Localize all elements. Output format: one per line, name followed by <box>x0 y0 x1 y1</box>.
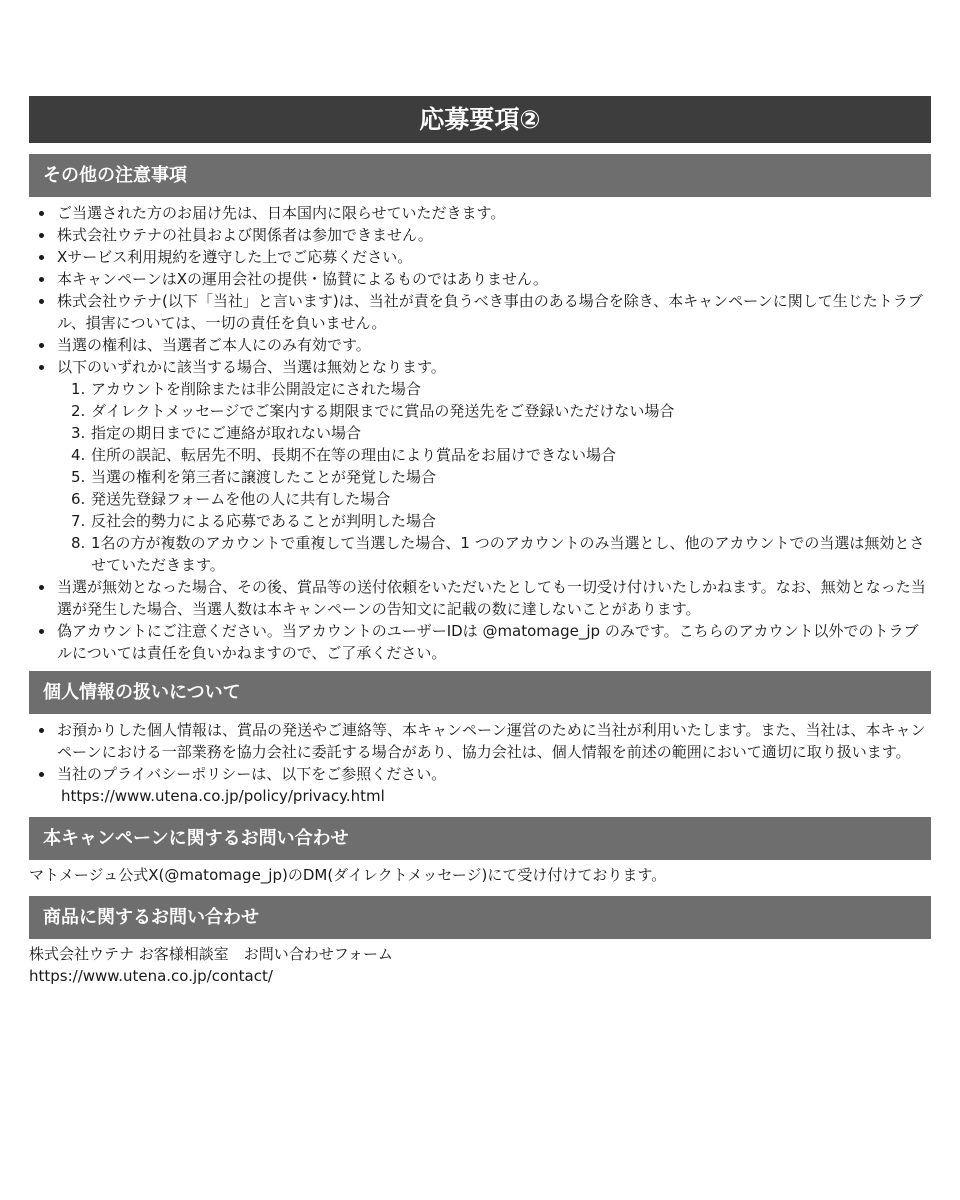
item-number: 1. <box>71 380 86 398</box>
page-title: 応募要項② <box>29 96 931 143</box>
list-item: 当選が無効となった場合、その後、賞品等の送付依頼をいただいたとしても一切受け付けいたしかねます。なお、無効となった当選が発生した場合、当選人数は本キャンペーンの告知文に記載の数に達しないことがあります。 <box>29 576 931 620</box>
notes-list <box>29 202 931 664</box>
list-item: 株式会社ウテナ(以下「当社」と言います)は、当社が責を負うべき事由のある場合を除き、本キャンペーンに関して生じたトラブル、損害については、一切の責任を負いません。 <box>29 290 931 334</box>
list-item-text: 以下のいずれかに該当する場合、当選は無効となります。 <box>57 358 446 376</box>
numbered-item <box>71 488 931 510</box>
item-text: 反社会的勢力による応募であることが判明した場合 <box>91 512 437 530</box>
contact-form-link[interactable]: https://www.utena.co.jp/contact/ <box>29 967 273 985</box>
section-header-privacy: 個人情報の扱いについて <box>29 671 931 714</box>
numbered-item <box>71 532 931 576</box>
item-number: 2. <box>71 402 86 420</box>
item-number: 5. <box>71 468 86 486</box>
numbered-item <box>71 422 931 444</box>
item-number: 4. <box>71 446 86 464</box>
list-item-invalid-conditions <box>29 356 931 576</box>
section-header-product-contact: 商品に関するお問い合わせ <box>29 896 931 939</box>
page <box>29 96 931 987</box>
campaign-contact-text: マトメージュ公式X(@matomage_jp)のDM(ダイレクトメッセージ)にて受け付けております。 <box>29 866 667 884</box>
section-header-campaign-contact: 本キャンペーンに関するお問い合わせ <box>29 817 931 860</box>
item-text: 1名の方が複数のアカウントで重複して当選した場合、1 つのアカウントのみ当選とし、他のアカウントでの当選は無効とさせていただきます。 <box>91 534 925 574</box>
numbered-item <box>71 378 931 400</box>
numbered-item <box>71 444 931 466</box>
list-item-privacy-policy <box>29 763 931 807</box>
item-number: 3. <box>71 424 86 442</box>
numbered-item <box>71 466 931 488</box>
item-number: 8. <box>71 534 86 552</box>
list-item: 本キャンペーンはXの運用会社の提供・協賛によるものではありません。 <box>29 268 931 290</box>
item-text: アカウントを削除または非公開設定にされた場合 <box>91 380 421 398</box>
list-item-text: 当社のプライバシーポリシーは、以下をご参照ください。 <box>57 765 447 783</box>
product-contact-text: 株式会社ウテナ お客様相談室 お問い合わせフォーム <box>29 945 394 963</box>
item-number: 6. <box>71 490 86 508</box>
numbered-item <box>71 400 931 422</box>
section-header-notes: その他の注意事項 <box>29 154 931 197</box>
privacy-policy-link[interactable]: https://www.utena.co.jp/policy/privacy.html <box>61 787 385 805</box>
numbered-item <box>71 510 931 532</box>
list-item: 株式会社ウテナの社員および関係者は参加できません。 <box>29 224 931 246</box>
list-item: Xサービス利用規約を遵守した上でご応募ください。 <box>29 246 931 268</box>
invalid-cases-list <box>57 378 931 576</box>
privacy-list <box>29 719 931 807</box>
list-item: ご当選された方のお届け先は、日本国内に限らせていただきます。 <box>29 202 931 224</box>
item-number: 7. <box>71 512 86 530</box>
item-text: 住所の誤記、転居先不明、長期不在等の理由により賞品をお届けできない場合 <box>91 446 617 464</box>
item-text: 指定の期日までにご連絡が取れない場合 <box>91 424 362 442</box>
item-text: ダイレクトメッセージでご案内する期限までに賞品の発送先をご登録いただけない場合 <box>91 402 675 420</box>
list-item: 当選の権利は、当選者ご本人にのみ有効です。 <box>29 334 931 356</box>
item-text: 発送先登録フォームを他の人に共有した場合 <box>91 490 391 508</box>
list-item: お預かりした個人情報は、賞品の発送やご連絡等、本キャンペーン運営のために当社が利用いたします。また、当社は、本キャンペーンにおける一部業務を協力会社に委託する場合があり、協力会社は、個人情報を前述の範囲において適切に取り扱います。 <box>29 719 931 763</box>
item-text: 当選の権利を第三者に譲渡したことが発覚した場合 <box>91 468 437 486</box>
list-item: 偽アカウントにご注意ください。当アカウントのユーザーIDは @matomage_jp のみです。こちらのアカウント以外でのトラブルについては責任を負いかねますので、ご了承ください。 <box>29 620 931 664</box>
